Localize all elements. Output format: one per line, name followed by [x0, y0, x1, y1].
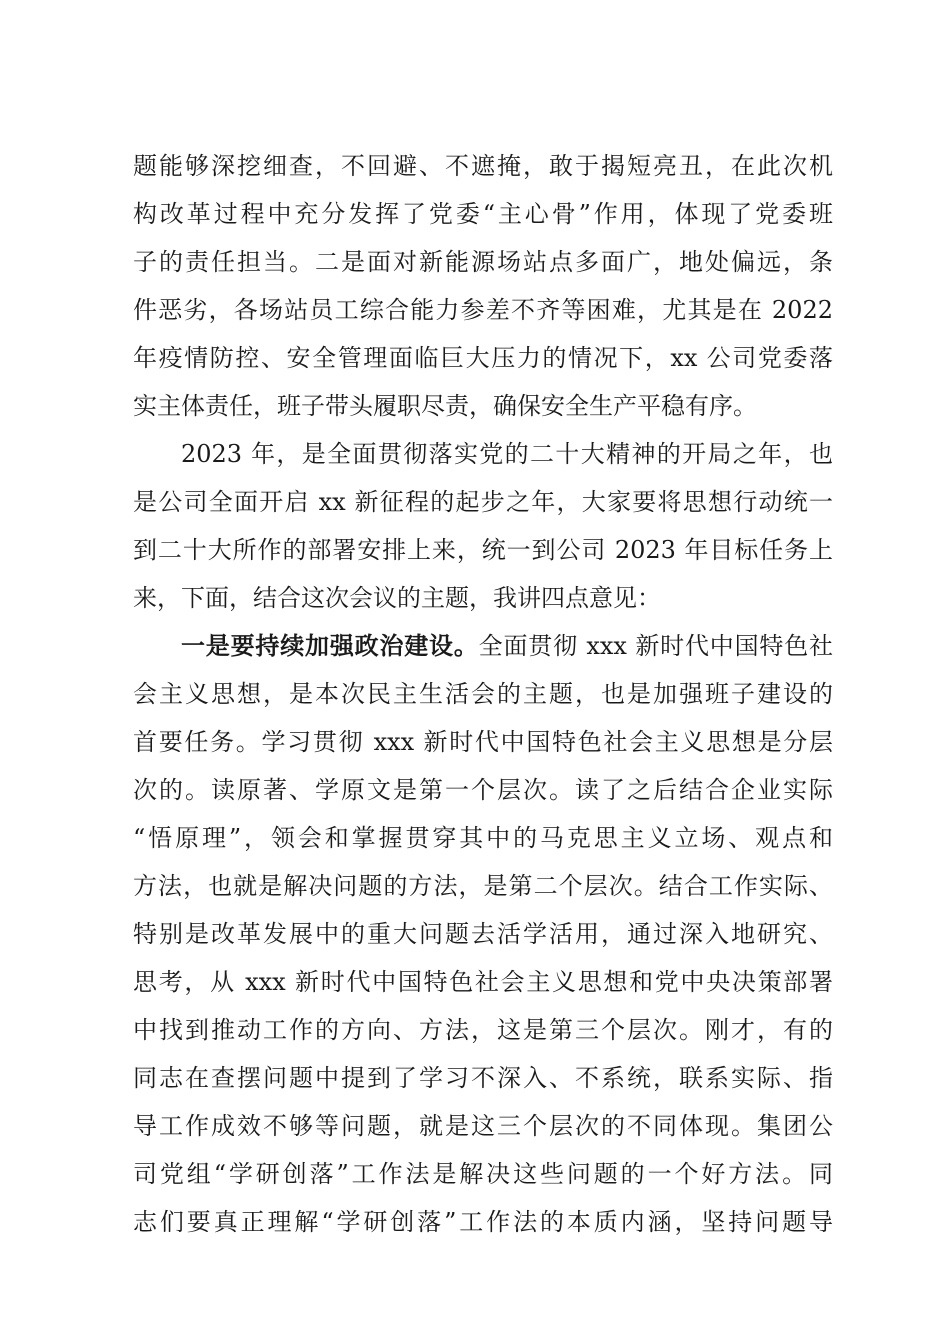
- paragraph-line: 方法，也就是解决问题的方法，是第二个层次。结合工作实际、: [133, 872, 833, 900]
- paragraph-line: 导工作成效不够等问题，就是这三个层次的不同体现。集团公: [133, 1112, 833, 1140]
- heading-line: [181, 624, 833, 668]
- paragraph-line: 同志在查摆问题中提到了学习不深入、不系统，联系实际、指: [133, 1064, 833, 1092]
- paragraph-line: 思考，从 xxx 新时代中国特色社会主义思想和党中央决策部署: [133, 968, 833, 996]
- paragraph-line: 题能够深挖细查，不回避、不遮掩，敢于揭短亮丑，在此次机: [133, 152, 833, 180]
- paragraph-line: 司党组“学研创落”工作法是解决这些问题的一个好方法。同: [133, 1160, 833, 1188]
- paragraph-line: 首要任务。学习贯彻 xxx 新时代中国特色社会主义思想是分层: [133, 728, 833, 756]
- paragraph-line: 件恶劣，各场站员工综合能力参差不齐等困难，尤其是在 2022: [133, 296, 833, 324]
- paragraph-line: “悟原理”，领会和掌握贯穿其中的马克思主义立场、观点和: [133, 824, 833, 852]
- paragraph-line: 实主体责任，班子带头履职尽责，确保安全生产平稳有序。: [133, 392, 757, 420]
- paragraph-line: 中找到推动工作的方向、方法，这是第三个层次。刚才，有的: [133, 1016, 833, 1044]
- paragraph-line: 次的。读原著、学原文是第一个层次。读了之后结合企业实际: [133, 776, 833, 804]
- paragraph-line: 来，下面，结合这次会议的主题，我讲四点意见：: [133, 584, 661, 612]
- paragraph-line: 构改革过程中充分发挥了党委“主心骨”作用，体现了党委班: [133, 200, 833, 228]
- section-heading: 一是要持续加强政治建设。: [181, 631, 479, 660]
- paragraph-line: 2023 年，是全面贯彻落实党的二十大精神的开局之年，也: [181, 440, 833, 468]
- paragraph-line: 子的责任担当。二是面对新能源场站点多面广，地处偏远，条: [133, 248, 833, 276]
- heading-line-text: 全面贯彻 xxx 新时代中国特色社: [478, 632, 833, 660]
- paragraph-line: 会主义思想，是本次民主生活会的主题，也是加强班子建设的: [133, 680, 833, 708]
- paragraph-line: 志们要真正理解“学研创落”工作法的本质内涵，坚持问题导: [133, 1208, 833, 1236]
- paragraph-line: 是公司全面开启 xx 新征程的起步之年，大家要将思想行动统一: [133, 488, 833, 516]
- paragraph-line: 到二十大所作的部署安排上来，统一到公司 2023 年目标任务上: [133, 536, 833, 564]
- paragraph-line: 特别是改革发展中的重大问题去活学活用，通过深入地研究、: [133, 920, 833, 948]
- paragraph-line: 年疫情防控、安全管理面临巨大压力的情况下，xx 公司党委落: [133, 344, 833, 372]
